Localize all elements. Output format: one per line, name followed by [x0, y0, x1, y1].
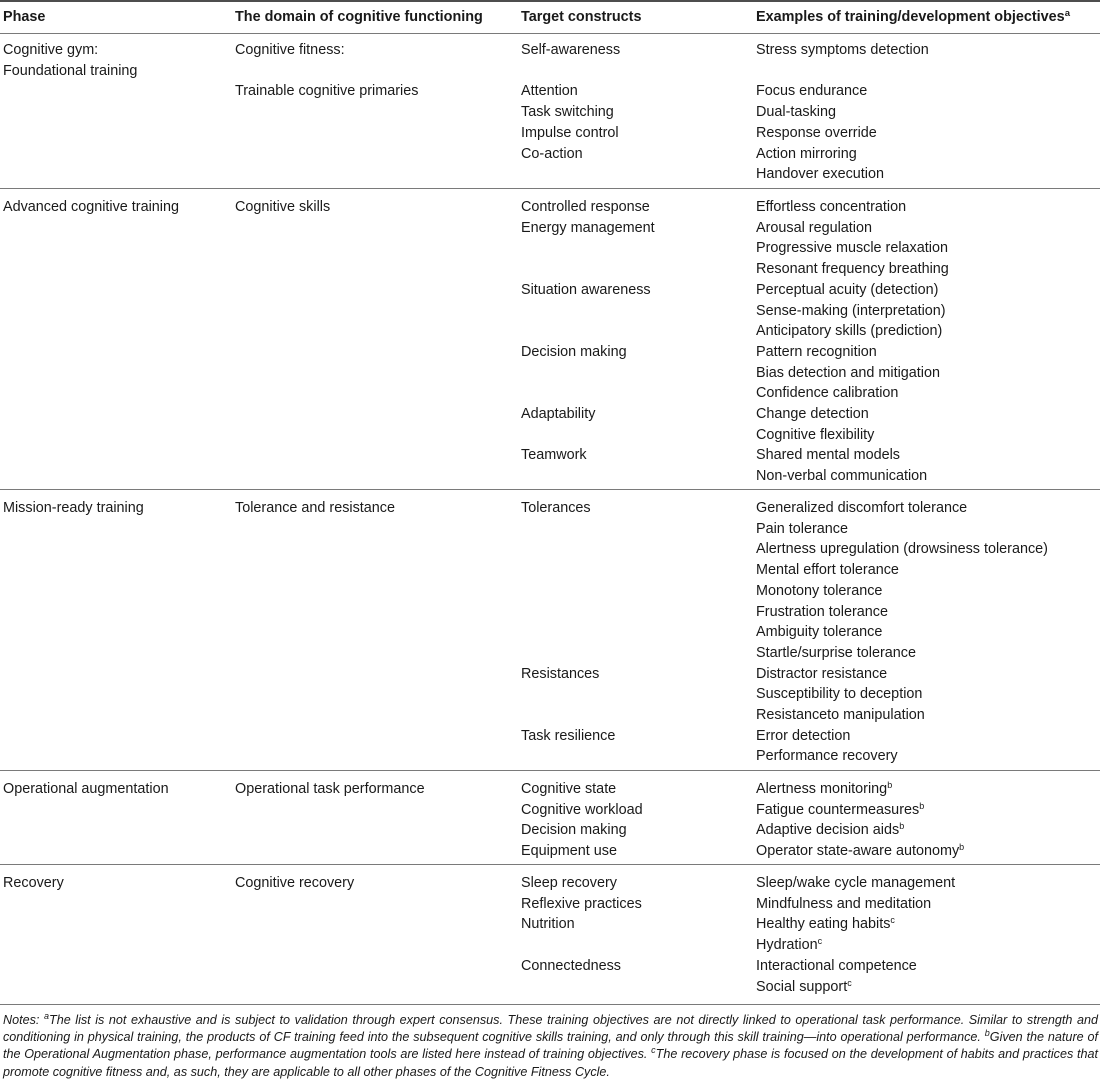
objective-cell-text: Stress symptoms detection: [756, 42, 929, 58]
construct-cell-text: Decision making: [521, 343, 627, 360]
objective-cell-text: Susceptibility to deception: [756, 686, 923, 703]
phase-cell-line: [3, 40, 98, 61]
construct-cell-line: [521, 404, 595, 425]
objective-cell-line: [756, 218, 872, 239]
objective-cell-text: Effortless concentration: [756, 199, 907, 215]
footnote-mark: b: [899, 821, 905, 832]
domain-cell-text: Tolerance and resistance: [235, 500, 395, 516]
domain-cell-line: [235, 40, 345, 61]
objective-cell-text: Performance recovery: [756, 748, 898, 765]
construct-cell-line: [521, 144, 583, 165]
construct-cell-text: Controlled response: [521, 199, 650, 215]
objective-cell-text: Operator state-aware autonomy: [756, 843, 960, 860]
objective-cell-text: Response override: [756, 124, 877, 141]
domain-cell-line: [235, 197, 330, 218]
notes-label: Notes:: [3, 1013, 40, 1027]
objective-cell-text: Social support: [756, 978, 848, 995]
objective-cell-line: [756, 664, 887, 685]
phase-cell-text: Operational augmentation: [3, 781, 169, 797]
objective-cell-text: Focus endurance: [756, 83, 868, 100]
footnote-mark: c: [817, 936, 823, 947]
objective-cell-text: Startle/surprise tolerance: [756, 644, 916, 661]
domain-cell-text: Cognitive recovery: [235, 875, 355, 891]
objective-cell-line: [756, 684, 922, 705]
construct-cell-line: [521, 800, 643, 821]
header-phase: Phase: [3, 9, 46, 25]
header-bottom-rule: [0, 33, 1100, 34]
construct-cell-line: [521, 914, 575, 935]
domain-cell-text: Operational task performance: [235, 781, 425, 797]
objective-cell-line: [756, 342, 877, 363]
construct-cell-text: Equipment use: [521, 843, 617, 860]
objective-cell-text: Fatigue countermeasures: [756, 801, 920, 818]
phase-cell-text: Recovery: [3, 875, 64, 891]
phase-cell-line: [3, 873, 64, 894]
construct-cell-text: Adaptability: [521, 406, 596, 422]
objective-cell-text: Sleep/wake cycle management: [756, 875, 956, 891]
objective-cell-line: [756, 746, 898, 767]
objective-cell-text: Distractor resistance: [756, 665, 888, 682]
notes-sup-a: a: [43, 1011, 49, 1021]
objective-cell-text: Adaptive decision aids: [756, 822, 900, 839]
construct-cell-text: Co-action: [521, 145, 583, 162]
construct-cell-text: Teamwork: [521, 447, 587, 464]
construct-cell-text: Task resilience: [521, 727, 616, 744]
objective-cell-line: [756, 800, 924, 821]
construct-cell-text: Decision making: [521, 822, 627, 839]
objective-cell-line: [756, 622, 882, 643]
objective-cell-text: Action mirroring: [756, 145, 857, 162]
row-separator: [0, 864, 1100, 865]
objective-cell-text: Non-verbal communication: [756, 468, 928, 485]
phase-cell-text: Mission-ready training: [3, 500, 144, 516]
phase-cell-line: [3, 197, 179, 218]
construct-cell-line: [521, 894, 642, 915]
objective-cell-line: [756, 197, 906, 218]
objective-cell-line: [756, 445, 900, 466]
row-separator: [0, 489, 1100, 490]
objective-cell-line: [756, 519, 848, 540]
objective-cell-text: Generalized discomfort tolerance: [756, 500, 968, 516]
construct-cell-text: Self-awareness: [521, 42, 621, 58]
construct-cell-line: [521, 342, 627, 363]
footnote-mark: c: [847, 977, 852, 988]
domain-cell-text: Cognitive fitness:: [235, 42, 345, 58]
header-examples-footnote-mark: a: [1064, 8, 1070, 19]
footnote-mark: b: [887, 780, 893, 790]
objective-cell-line: [756, 602, 888, 623]
objective-cell-line: [756, 81, 867, 102]
objective-cell-text: Bias detection and mitigation: [756, 364, 940, 381]
objective-cell-line: [756, 102, 836, 123]
construct-cell-text: Attention: [521, 83, 578, 100]
notes-sup-c: c: [651, 1045, 656, 1056]
construct-cell-text: Reflexive practices: [521, 895, 642, 912]
objective-cell-line: [756, 164, 884, 185]
construct-cell-line: [521, 726, 615, 747]
domain-cell-line: [235, 779, 425, 800]
footnote-mark: b: [959, 842, 965, 853]
objective-cell-line: [756, 404, 869, 425]
objective-cell-line: [756, 873, 955, 894]
construct-cell-text: Nutrition: [521, 916, 575, 933]
notes-sup-b: b: [984, 1028, 990, 1039]
construct-cell-text: Cognitive state: [521, 781, 617, 797]
notes-text-a: The list is not exhaustive and is subject to validation through expert consensus. These training objectives are not directly linked to operational task performance. Similar to strength and conditioning in physical training, the products of CF training feed into the subsequent cognitive skills training, and only through this skill training—into operational performance.: [3, 1013, 1098, 1045]
row-separator: [0, 188, 1100, 189]
phase-cell-line: [3, 498, 144, 519]
domain-cell-text: Trainable cognitive primaries: [235, 83, 419, 100]
objective-cell-line: [756, 259, 949, 280]
objective-cell-line: [756, 301, 946, 322]
objective-cell-line: [756, 705, 925, 726]
objective-cell-text: Shared mental models: [756, 447, 900, 464]
objective-cell-text: Change detection: [756, 406, 869, 422]
objective-cell-line: [756, 363, 940, 384]
objective-cell-line: [756, 383, 898, 404]
construct-cell-line: [521, 218, 655, 239]
header-examples: [756, 8, 1070, 26]
domain-cell-line: [235, 498, 395, 519]
objective-cell-text: Alertness upregulation (drowsiness tolerance): [756, 541, 1048, 558]
construct-cell-line: [521, 40, 620, 61]
phase-cell-line: [3, 779, 169, 800]
construct-cell-text: Tolerances: [521, 500, 591, 516]
objective-cell-line: [756, 40, 929, 61]
objective-cell-text: Interactional competence: [756, 957, 917, 974]
construct-cell-line: [521, 102, 614, 123]
header-constructs: Target constructs: [521, 9, 642, 25]
objective-cell-text: Pain tolerance: [756, 520, 849, 537]
objective-cell-text: Progressive muscle relaxation: [756, 240, 948, 257]
construct-cell-text: Task switching: [521, 104, 614, 121]
objective-cell-text: Sense-making (interpretation): [756, 302, 946, 319]
objective-cell-line: [756, 321, 942, 342]
header-examples-text: Examples of training/development objectives: [756, 9, 1065, 25]
notes-text-b: Given the nature of the Operational Augmentation phase, performance augmentation tools are listed here instead of training objectives.: [3, 1030, 1099, 1062]
objective-cell-text: Arousal regulation: [756, 219, 872, 236]
objective-cell-line: [756, 280, 938, 301]
objective-cell-text: Error detection: [756, 727, 851, 744]
objective-cell-text: Healthy eating habits: [756, 916, 891, 933]
domain-cell-line: [235, 81, 418, 102]
objective-cell-line: [756, 539, 1048, 560]
domain-cell-text: Cognitive skills: [235, 199, 331, 215]
notes-text-c: The recovery phase is focused on the development of habits and practices that promote cognitive fitness and, as such, they are applicable to all other phases of the Cognitive Fitness Cycle.: [3, 1047, 1098, 1079]
construct-cell-line: [521, 197, 650, 218]
objective-cell-line: [756, 956, 917, 977]
construct-cell-text: Impulse control: [521, 124, 619, 141]
objective-cell-line: [756, 643, 916, 664]
objective-cell-text: Hydration: [756, 937, 818, 954]
objective-cell-text: Cognitive flexibility: [756, 426, 875, 443]
construct-cell-text: Cognitive workload: [521, 801, 643, 818]
objective-cell-line: [756, 123, 877, 144]
construct-cell-text: Situation awareness: [521, 281, 651, 298]
construct-cell-line: [521, 498, 591, 519]
objective-cell-text: Alertness monitoring: [756, 781, 888, 797]
construct-cell-text: Resistances: [521, 665, 600, 682]
objective-cell-line: [756, 820, 904, 841]
objective-cell-line: [756, 581, 882, 602]
objective-cell-line: [756, 894, 931, 915]
objective-cell-text: Perceptual acuity (detection): [756, 281, 939, 298]
objective-cell-text: Mental effort tolerance: [756, 562, 899, 579]
phase-cell-text: Advanced cognitive training: [3, 199, 179, 215]
objective-cell-line: [756, 238, 948, 259]
objective-cell-text: Pattern recognition: [756, 343, 877, 360]
objective-cell-line: [756, 726, 850, 747]
construct-cell-line: [521, 779, 616, 800]
objective-cell-text: Confidence calibration: [756, 385, 899, 402]
construct-cell-line: [521, 820, 627, 841]
construct-cell-text: Sleep recovery: [521, 875, 617, 891]
construct-cell-line: [521, 956, 621, 977]
footnote-mark: b: [919, 800, 925, 811]
footnote-mark: c: [890, 915, 895, 926]
objective-cell-line: [756, 977, 852, 998]
construct-cell-line: [521, 123, 619, 144]
objective-cell-text: Frustration tolerance: [756, 603, 888, 620]
objective-cell-line: [756, 498, 967, 519]
objective-cell-line: [756, 841, 964, 862]
objective-cell-text: Anticipatory skills (prediction): [756, 323, 943, 340]
objective-cell-text: Mindfulness and meditation: [756, 895, 932, 912]
construct-cell-line: [521, 873, 617, 894]
objective-cell-line: [756, 560, 899, 581]
construct-cell-text: Energy management: [521, 219, 655, 236]
construct-cell-line: [521, 81, 578, 102]
objective-cell-line: [756, 914, 895, 935]
construct-cell-line: [521, 280, 651, 301]
objective-cell-text: Resonant frequency breathing: [756, 261, 949, 278]
objective-cell-text: Handover execution: [756, 166, 884, 183]
objective-cell-text: Ambiguity tolerance: [756, 624, 883, 641]
domain-cell-line: [235, 873, 354, 894]
table-notes: [3, 1012, 1098, 1081]
construct-cell-line: [521, 664, 599, 685]
objective-cell-line: [756, 144, 857, 165]
phase-cell-text: Cognitive gym:: [3, 42, 99, 58]
construct-cell-line: [521, 841, 617, 862]
objective-cell-line: [756, 466, 927, 487]
row-separator: [0, 770, 1100, 771]
objective-cell-line: [756, 779, 892, 800]
construct-cell-text: Connectedness: [521, 957, 622, 974]
objective-cell-text: Resistanceto manipulation: [756, 707, 925, 723]
phase-cell-text: Foundational training: [3, 62, 138, 79]
objective-cell-line: [756, 935, 822, 956]
table-bottom-rule: [0, 1004, 1100, 1005]
header-domain: The domain of cognitive functioning: [235, 9, 483, 25]
objective-cell-text: Monotony tolerance: [756, 582, 883, 599]
objective-cell-line: [756, 425, 874, 446]
phase-cell-line: [3, 61, 137, 82]
table-top-rule: [0, 0, 1100, 2]
objective-cell-text: Dual-tasking: [756, 104, 836, 121]
construct-cell-line: [521, 445, 587, 466]
